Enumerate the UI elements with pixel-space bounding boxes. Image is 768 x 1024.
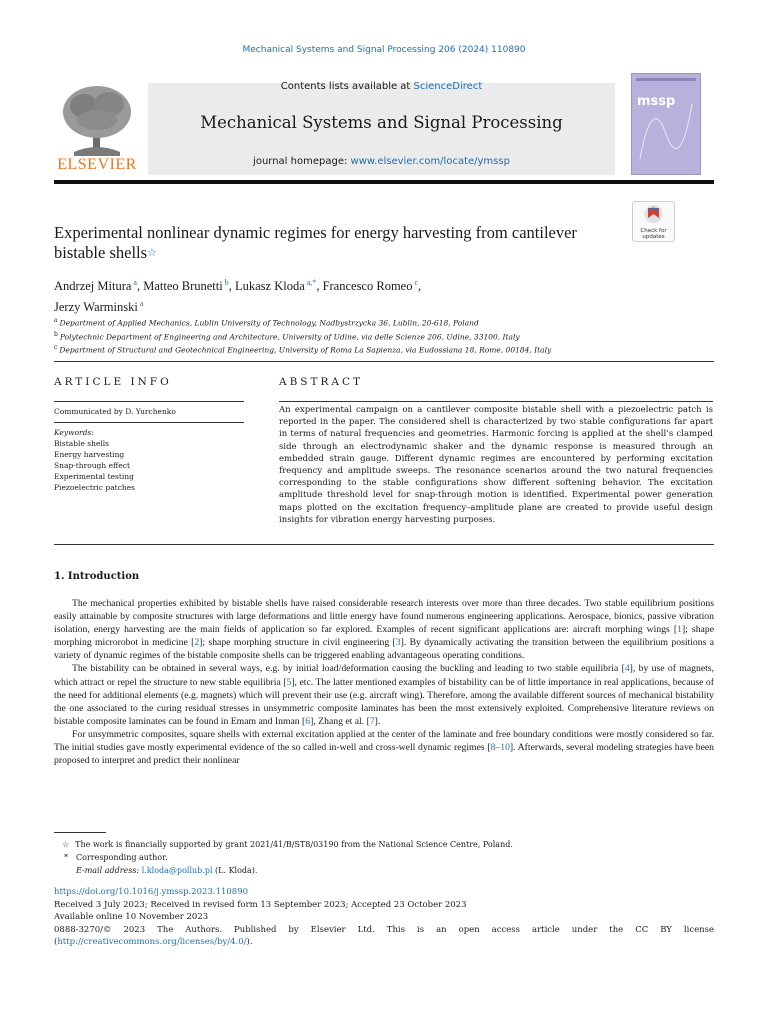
- citation-link[interactable]: 3: [395, 637, 401, 649]
- divider: [54, 361, 714, 362]
- paragraph-3: [54, 728, 714, 767]
- citation-link[interactable]: 7: [369, 715, 375, 727]
- license-close-paren: ).: [246, 937, 253, 947]
- author-name[interactable]: Matteo Brunetti: [143, 279, 223, 294]
- paragraph-text: ], etc. The latter mentioned examples of bistability can be of little importance in real applications, because of the need for additional elements (e.g. magnets) which will prevent their use (e.g. aircraft wing). Therefore, among the available different sources of mechanical bistability the one associated to the curing residual stresses in unsymmetric composite laminates has been the most extensively exploited. Comprehensive literature reviews on bistable composite laminates can be found in Emam and Inman [: [54, 676, 714, 727]
- keywords-label: Keywords:: [54, 428, 94, 437]
- footnote-corresponding-text: Corresponding author.: [76, 853, 168, 862]
- paragraph-1: [54, 597, 714, 662]
- abstract-text: An experimental campaign on a cantilever composite bistable shell with a piezoelectric patch is reported in the paper. The considered shell is characterized by two stable configurations far apart in terms of natural frequencies and geometries. Harmonic forcing is applied at the shell’s clamped side through an electrodynamic shaker and the dynamic response is measured through an embedded strain gauge. Different dynamic regimes are encountered by performing excitation frequency and amplitude sweeps. The resonance scenarios around the two natural frequencies corresponding to the stable configurations show different softening behavior. The excitation amplitude threshold level for snap-through motion is identified. Experimental power generation maps plotted on the excitation frequency–amplitude plane are created to provide useful design insights for vibration energy harvesting purposes.: [279, 405, 713, 525]
- crossmark-line2: updates: [642, 234, 665, 240]
- affiliation-text: Polytechnic Department of Engineering and Architecture, University of Udine, via delle Scienze 206, Udine, 33100, Italy: [59, 332, 520, 341]
- keyword-item: Experimental testing: [54, 472, 134, 481]
- footnote-asterisk: *: [64, 853, 68, 862]
- journal-reference[interactable]: Mechanical Systems and Signal Processing 206 (2024) 110890: [242, 45, 526, 55]
- email-link[interactable]: l.kloda@pollub.pl: [141, 866, 213, 875]
- paragraph-2: [54, 662, 714, 727]
- author-name[interactable]: Lukasz Kloda: [234, 279, 305, 294]
- affiliation-key: a: [54, 317, 58, 324]
- received-dates: Received 3 July 2023; Received in revised form 13 September 2023; Accepted 23 October 2023: [54, 899, 467, 910]
- footnote-star: ☆: [62, 840, 70, 849]
- contents-line: [148, 81, 615, 92]
- cover-wave-icon: [632, 74, 700, 174]
- keywords-list: [54, 438, 244, 493]
- header-rule: [54, 180, 714, 184]
- keywords-block: [54, 427, 244, 493]
- affiliation-key: c: [54, 344, 58, 351]
- paragraph-text: The bistability can be obtained in several ways, e.g. by initial load/deformation causing the buckling and leading to two stable equilibria [: [72, 663, 625, 675]
- author-list: [54, 274, 614, 316]
- footnote-funding-text: The work is financially supported by grant 2021/41/B/ST8/03190 from the National Science Centre, Poland.: [75, 840, 513, 849]
- paragraph-text: ]; shape morphing microrobot in medicine [: [54, 624, 714, 649]
- license-open-paren: (: [54, 937, 58, 947]
- check-for-updates-badge[interactable]: [632, 201, 675, 242]
- homepage-prefix: journal homepage:: [253, 156, 351, 167]
- article-title: [54, 223, 614, 263]
- title-footnote-star[interactable]: ☆: [147, 247, 157, 259]
- publisher-name: ELSEVIER: [57, 156, 137, 173]
- author-separator: ,: [316, 279, 323, 294]
- communicated-by: Communicated by D. Yurchenko: [54, 407, 176, 416]
- author-affiliation-mark[interactable]: a: [131, 278, 137, 287]
- introduction-body: [54, 597, 714, 767]
- keyword-item: Energy harvesting: [54, 450, 125, 459]
- license-text: 0888-3270/© 2023 The Authors. Published by Elsevier Ltd. This is an open access article under the CC BY license: [54, 924, 714, 935]
- affiliation-text: Department of Applied Mechanics, Lublin University of Technology, Nadbystrzycka 36, Lublin, 20-618, Poland: [59, 318, 479, 328]
- info-divider: [54, 401, 244, 402]
- article-info-heading: ARTICLE INFO: [54, 376, 172, 388]
- keyword-item: Bistable shells: [54, 439, 110, 448]
- paragraph-text: ], Zhang et al. [: [310, 715, 370, 727]
- license-link[interactable]: http://creativecommons.org/licenses/by/4.0/: [57, 937, 247, 947]
- homepage-line: [148, 156, 615, 167]
- author-affiliation-mark[interactable]: b: [222, 278, 229, 287]
- sciencedirect-link[interactable]: ScienceDirect: [413, 81, 483, 92]
- author-separator: ,: [136, 279, 144, 294]
- citation-link[interactable]: 8–10: [490, 742, 510, 754]
- email-suffix: (L. Kloda).: [212, 866, 258, 875]
- elsevier-logo[interactable]: [54, 82, 140, 174]
- affiliation-item: [54, 329, 714, 343]
- abstract-divider: [279, 401, 713, 402]
- affiliation-item: [54, 315, 714, 329]
- divider-2: [54, 544, 714, 545]
- abstract-heading: ABSTRACT: [279, 376, 364, 388]
- author-name[interactable]: Francesco Romeo: [322, 279, 413, 294]
- keyword-item: Piezoelectric patches: [54, 483, 136, 492]
- author-affiliation-mark[interactable]: c: [412, 278, 419, 287]
- affiliation-text: Department of Structural and Geotechnical Engineering, University of Roma La Sapienza, via Eudossiana 18, Rome, 00184, Italy: [59, 345, 552, 355]
- paragraph-text: For unsymmetric composites, square shells with external excitation applied at the center of the laminate and free boundary conditions were mostly considered so far. The initial studies gave mostly experimental evidence of the so called in-well and cross-well dynamic regimes [: [54, 728, 714, 754]
- author-name[interactable]: Andrzej Mitura: [54, 279, 132, 294]
- affiliation-item: [54, 342, 714, 356]
- article-title-text: Experimental nonlinear dynamic regimes for energy harvesting from cantilever bistable shells: [54, 223, 577, 262]
- author-affiliation-mark[interactable]: a: [137, 299, 144, 309]
- keyword-item: Snap-through effect: [54, 461, 130, 470]
- paragraph-text: The mechanical properties exhibited by bistable shells have raised considerable research interests over more than three decades. Two stable equilibrium positions easily attainable by composite structures with large deformations and little energy have found numerous engineering applications. Aerospace, bionics, passive vibration isolation, energy harvesting are the main fields of application so far explored. Examples of recent significant applications are: aircraft morphing wings [: [54, 598, 714, 636]
- available-online: Available online 10 November 2023: [54, 912, 209, 922]
- doi-link[interactable]: https://doi.org/10.1016/j.ymssp.2023.110890: [54, 887, 249, 897]
- footnotes: [54, 838, 714, 877]
- article-info: [54, 406, 244, 417]
- footnote-rule: [54, 832, 106, 833]
- citation-link[interactable]: 6: [305, 715, 311, 727]
- paragraph-text: ]; shape morphing structure in civil engineering [: [199, 637, 396, 649]
- affiliation-list: [54, 315, 714, 356]
- author-separator: ,: [228, 279, 235, 294]
- journal-homepage-link[interactable]: www.elsevier.com/locate/ymssp: [350, 156, 510, 167]
- citation-link[interactable]: 1: [677, 624, 682, 636]
- email-label: E-mail address:: [76, 866, 140, 875]
- paragraph-text: ].: [374, 715, 381, 727]
- author-name[interactable]: Jerzy Warminski: [54, 300, 138, 315]
- journal-cover[interactable]: [631, 73, 701, 175]
- paragraph-text: ]. By dynamically activating the transition between the equilibrium positions a variety of dynamic regimes of the bistable composite shells can be triggered enabling advantageous operating conditions.: [54, 637, 715, 662]
- citation-link[interactable]: 2: [194, 637, 200, 649]
- affiliation-key: b: [54, 330, 58, 338]
- journal-title[interactable]: Mechanical Systems and Signal Processing: [200, 113, 563, 132]
- info-divider-2: [54, 422, 244, 423]
- author-separator: ,: [418, 279, 422, 294]
- cover-title: mssp: [637, 94, 676, 109]
- crossmark-label: [633, 228, 674, 240]
- journal-header-box: [148, 83, 615, 175]
- citation-link[interactable]: 5: [286, 676, 292, 688]
- author-affiliation-mark[interactable]: a,*: [304, 278, 317, 287]
- publication-info: [54, 886, 714, 949]
- crossmark-icon: [633, 202, 674, 224]
- footnote-funding: [54, 838, 714, 851]
- paragraph-text: ]. Afterwards, several modeling strategies have been proposed to interpret and predict their nonlinear: [54, 742, 715, 767]
- citation-link[interactable]: 4: [624, 663, 630, 675]
- section-heading-introduction: 1. Introduction: [54, 571, 140, 582]
- footnote-email: [76, 864, 714, 877]
- crossmark-line1: Check for: [640, 228, 667, 234]
- paragraph-text: ], by use of magnets, which attract or repel the structure to new stable equilibria [: [54, 663, 714, 688]
- footnote-corresponding: [54, 851, 714, 864]
- contents-prefix: Contents lists available at: [280, 81, 414, 92]
